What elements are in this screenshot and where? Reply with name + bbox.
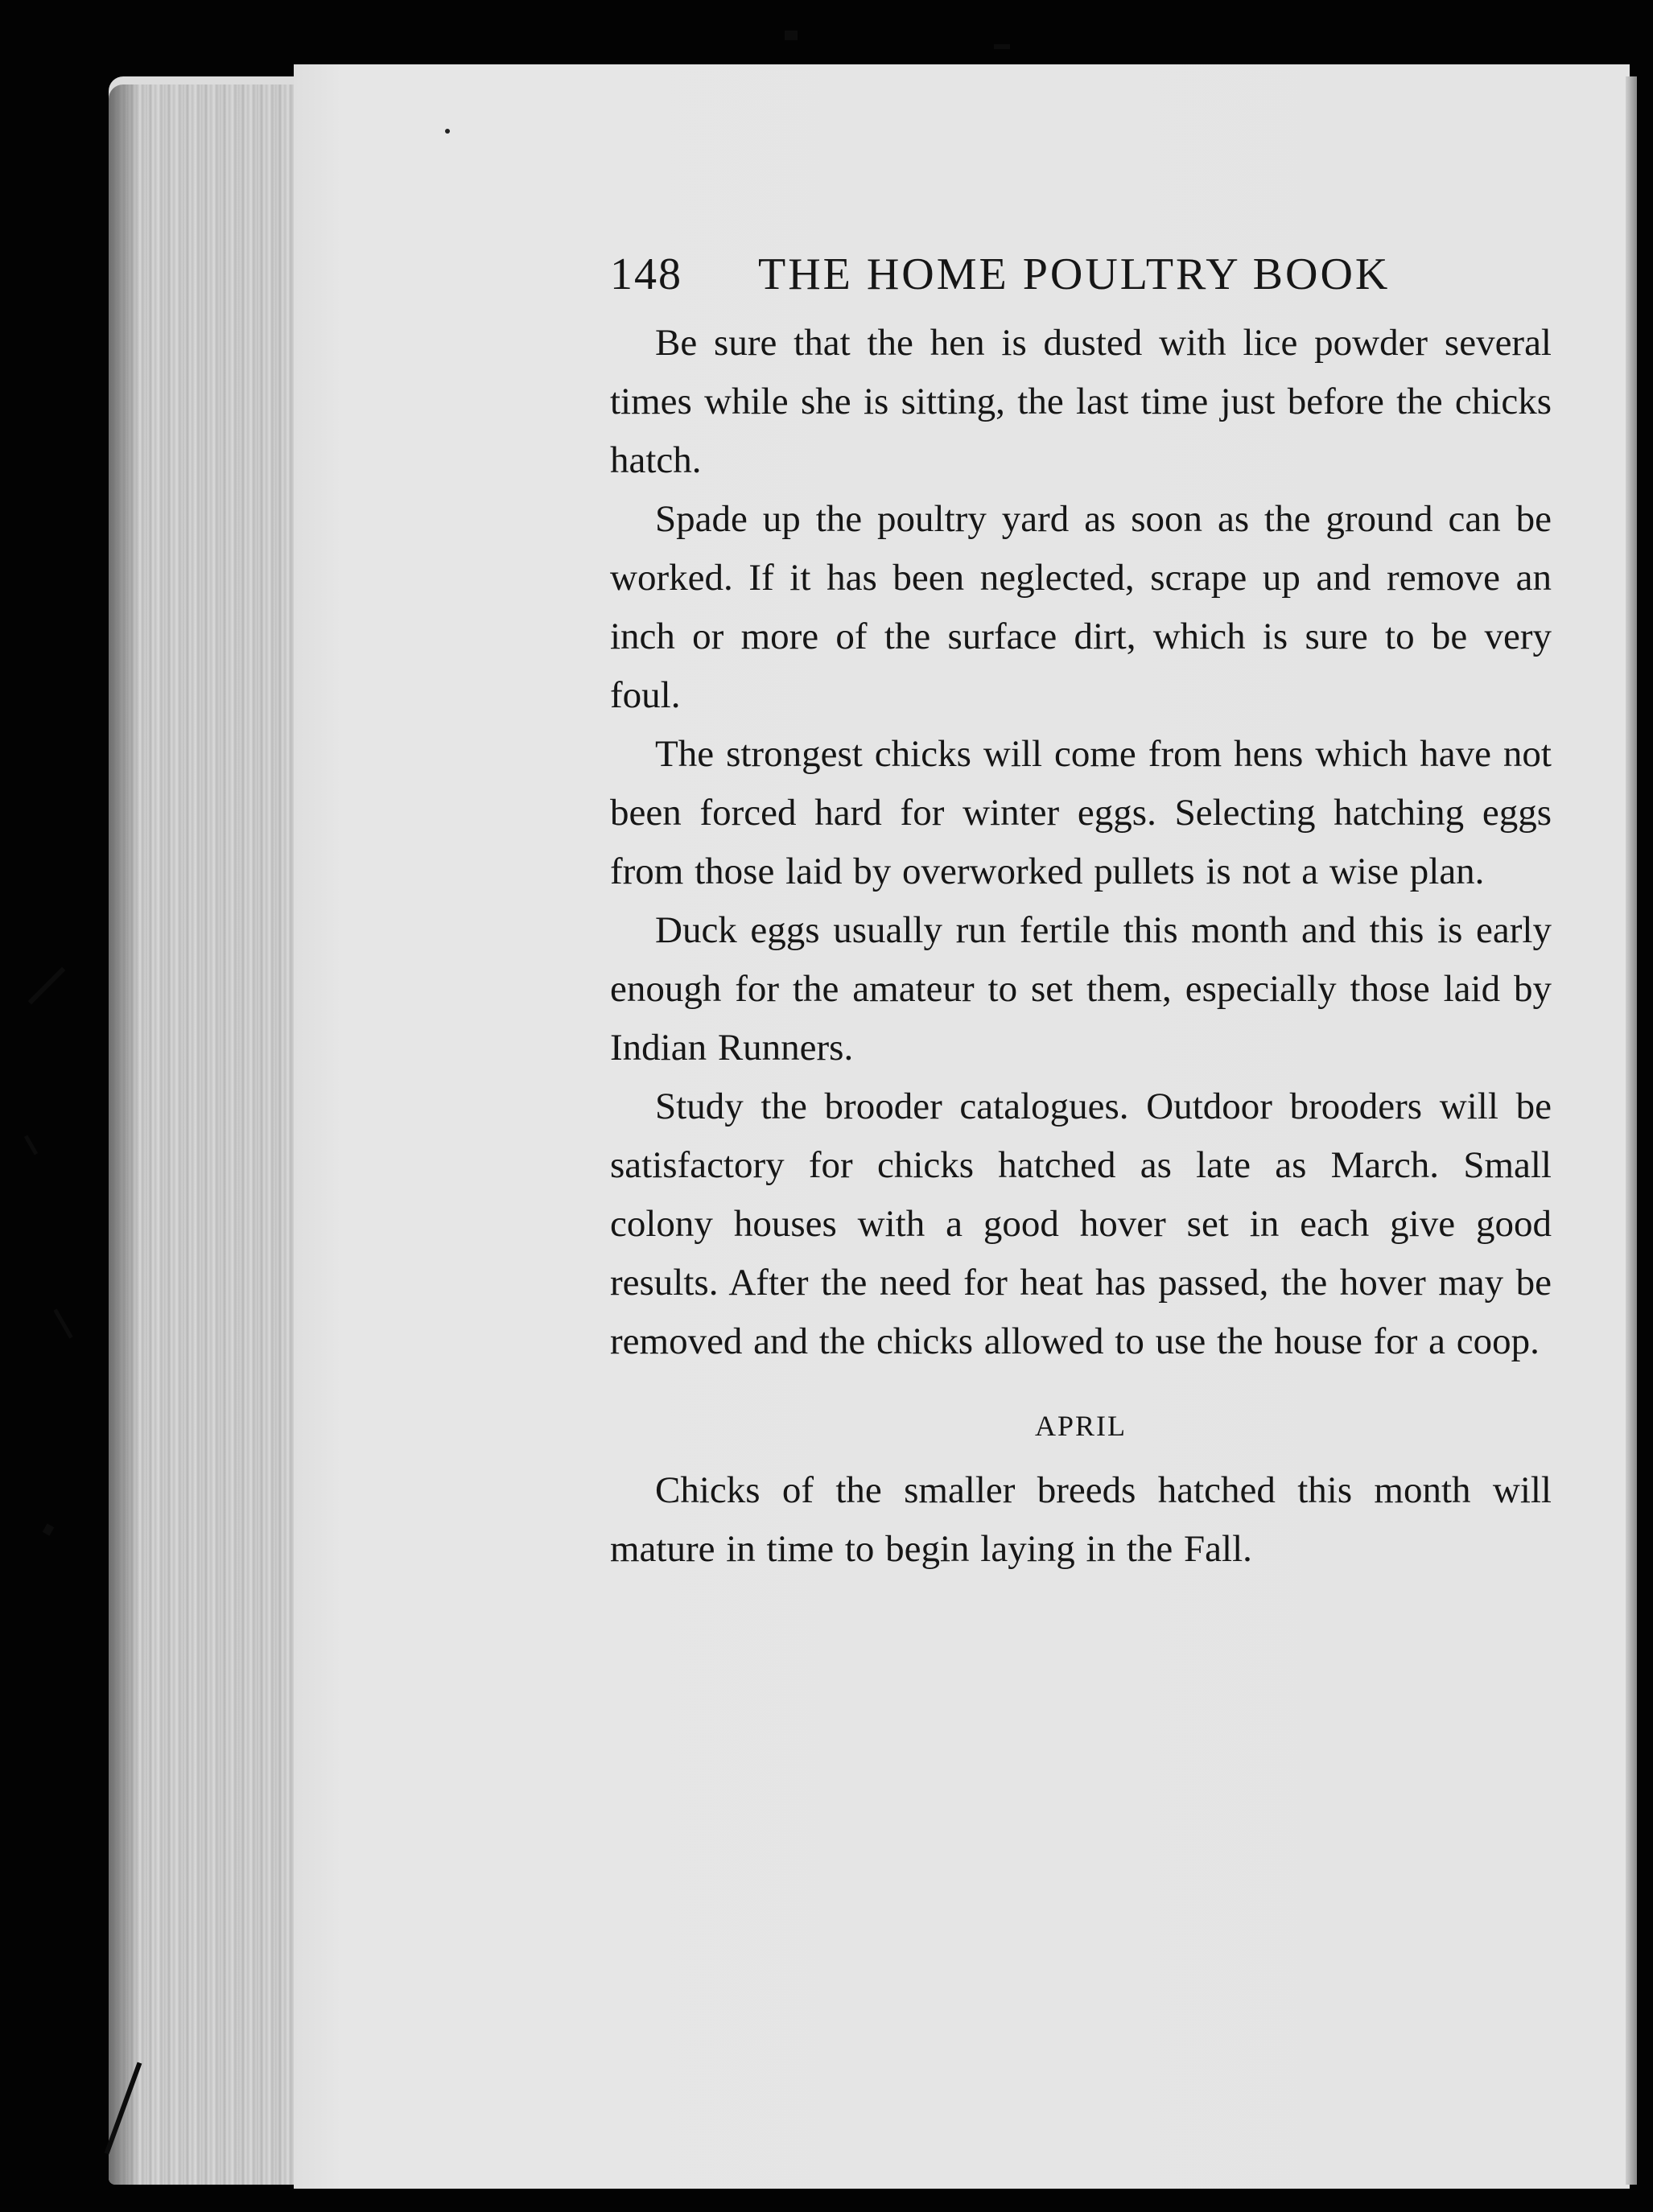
page-edge-shadow bbox=[109, 84, 141, 2185]
paragraph: The strongest chicks will come from hens which have not been forced hard for winter eggs. Selecting hatching eggs from those laid by overworked pullets is not a wise plan. bbox=[610, 733, 1552, 892]
paragraph: Spade up the poultry yard as soon as the ground can be worked. If it has been neglected, scrape up and remove an inch or more of the surface dirt, which is sure to be very foul. bbox=[610, 498, 1552, 716]
scan-speck bbox=[445, 129, 450, 134]
top-artifact bbox=[994, 44, 1010, 49]
paragraph: Be sure that the hen is dusted with lice powder several times while she is sitting, the last time just before the chicks hatch. bbox=[610, 322, 1552, 481]
running-head bbox=[610, 238, 1552, 311]
page-right-edge bbox=[1626, 76, 1637, 2185]
page-number: 148 bbox=[610, 249, 682, 299]
paragraph: Chicks of the smaller breeds hatched this month will mature in time to begin laying in the Fall. bbox=[610, 1469, 1552, 1570]
book-title: THE HOME POULTRY BOOK bbox=[758, 249, 1391, 299]
top-artifact bbox=[785, 31, 798, 40]
page-text bbox=[610, 238, 1552, 1579]
paragraph: Study the brooder catalogues. Outdoor brooders will be satisfactory for chicks hatched as late as March. Small colony houses with a good hover set in each give good results. After the need for heat has passed, the hover may be removed and the chicks allowed to use the house for a coop. bbox=[610, 1085, 1552, 1362]
paragraph: Duck eggs usually run fertile this month and this is early enough for the amateur to set them, especially those laid by Indian Runners. bbox=[610, 909, 1552, 1069]
section-heading: APRIL bbox=[1034, 1410, 1127, 1442]
